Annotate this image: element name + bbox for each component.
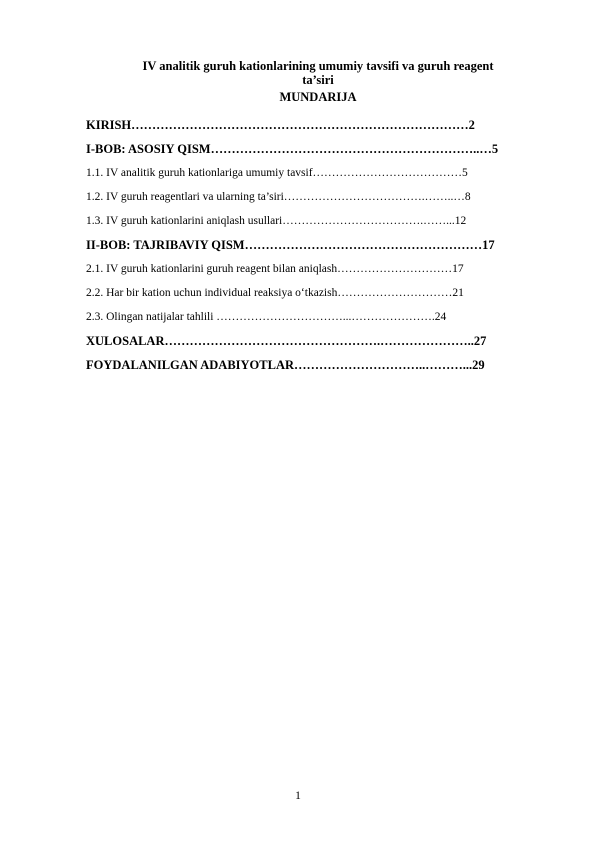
toc-entry-2-1[interactable]: 2.1. IV guruh kationlarini guruh reagent bilan aniqlash…………………………17 [86, 263, 464, 275]
toc-entry-1-2[interactable]: 1.2. IV guruh reagentlari va ularning ta’siri……………………………….……..…8 [86, 191, 471, 203]
toc-entry-chapter-2[interactable]: II-BOB: TAJRIBAVIY QISM…………………………………………………17 [86, 238, 495, 252]
title-line-2: ta’siri [302, 73, 334, 87]
toc-entry-xulosalar[interactable]: XULOSALAR…………………………………………….…………………..27 [86, 334, 487, 348]
toc-entry-1-3[interactable]: 1.3. IV guruh kationlarini aniqlash usullari……………………………….……...12 [86, 215, 467, 227]
page-number: 1 [295, 790, 301, 802]
title-line-1: IV analitik guruh kationlarining umumiy tavsifi va guruh reagent [142, 59, 494, 73]
toc-entry-references[interactable]: FOYDALANILGAN ADABIYOTLAR…………………………..………...29 [86, 358, 485, 372]
table-of-contents [86, 113, 556, 377]
contents-heading: MUNDARIJA [279, 90, 357, 104]
toc-entry-2-3[interactable]: 2.3. Olingan natijalar tahlili ……………………………...………………….24 [86, 311, 447, 323]
toc-entry-2-2[interactable]: 2.2. Har bir kation uchun individual reaksiya o‘tkazish…………………………21 [86, 287, 464, 299]
toc-entry-1-1[interactable]: 1.1. IV analitik guruh kationlariga umumiy tavsif…………………………………5 [86, 167, 468, 179]
toc-entry-kirish[interactable]: KIRISH………………………………………………………………………2 [86, 118, 475, 132]
document-title-continued [86, 73, 550, 87]
toc-entry-chapter-1[interactable]: I-BOB: ASOSIY QISM………………………………………………………..…5 [86, 142, 499, 156]
document-title [86, 59, 550, 73]
